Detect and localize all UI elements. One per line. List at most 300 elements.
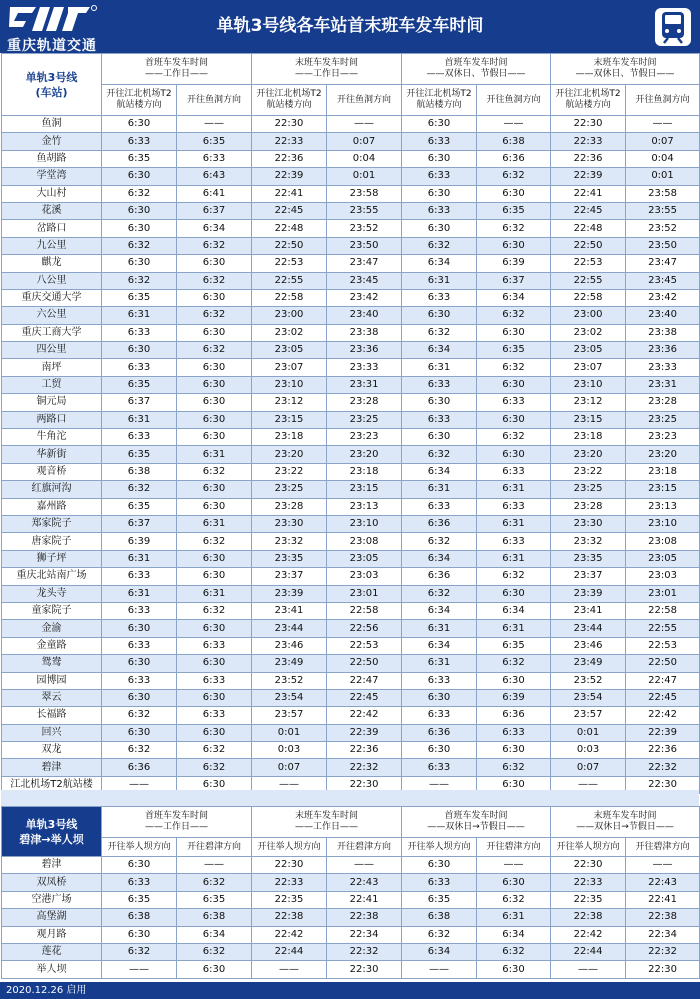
time-cell: 23:33 (626, 359, 700, 376)
time-cell: 6:30 (177, 324, 252, 341)
cqrt-logo (6, 3, 98, 54)
time-cell: 23:20 (626, 446, 700, 463)
time-cell: 6:32 (477, 307, 551, 324)
station-name: 麒龙 (2, 255, 102, 272)
time-cell: 6:30 (477, 874, 551, 891)
time-cell: 23:32 (252, 533, 327, 550)
direction-header-line: 航站楼方向 (266, 100, 312, 110)
time-cell: 22:30 (626, 776, 700, 793)
group-header-sub: ——双休日→节假日—— (427, 822, 525, 832)
table-row (2, 116, 700, 133)
table-row (2, 724, 700, 741)
schedule-table-extension (1, 806, 700, 979)
time-cell: 6:30 (177, 620, 252, 637)
time-cell: 22:33 (252, 133, 327, 150)
time-cell: 6:35 (102, 376, 177, 393)
time-cell: 23:03 (626, 568, 700, 585)
time-cell: 22:36 (626, 742, 700, 759)
time-cell: 6:30 (402, 307, 477, 324)
direction-header-jurenba: 开往举人坝方向 (102, 838, 177, 857)
time-cell: 22:38 (551, 909, 626, 926)
cqrt-logo-icon (6, 3, 98, 35)
time-cell: 6:33 (102, 672, 177, 689)
time-cell: 22:38 (327, 909, 402, 926)
time-cell: 6:32 (477, 655, 551, 672)
time-cell: 23:55 (327, 202, 402, 219)
time-cell: —— (477, 116, 551, 133)
time-cell: 0:01 (626, 168, 700, 185)
time-cell: 23:37 (551, 568, 626, 585)
group-header-sub: ——工作日—— (145, 69, 209, 79)
time-cell: 6:30 (177, 376, 252, 393)
station-name: 八公里 (2, 272, 102, 289)
direction-header-jurenba: 开往举人坝方向 (551, 838, 626, 857)
time-cell: 22:50 (327, 655, 402, 672)
direction-header-jurenba: 开往举人坝方向 (252, 838, 327, 857)
time-cell: 23:18 (551, 429, 626, 446)
time-cell: 6:39 (102, 533, 177, 550)
station-name: 重庆工商大学 (2, 324, 102, 341)
time-cell: 6:33 (102, 133, 177, 150)
time-cell: 6:34 (477, 602, 551, 619)
time-cell: —— (551, 776, 626, 793)
table-row (2, 909, 700, 926)
station-name: 大山村 (2, 185, 102, 202)
time-cell: 23:05 (252, 342, 327, 359)
time-cell: 6:32 (102, 272, 177, 289)
time-cell: 22:33 (252, 874, 327, 891)
time-cell: 23:23 (626, 429, 700, 446)
time-cell: 6:30 (177, 689, 252, 706)
direction-header-bijin: 开往碧津方向 (477, 838, 551, 857)
time-cell: 23:05 (626, 550, 700, 567)
time-cell: 6:32 (402, 585, 477, 602)
time-cell: 23:10 (626, 515, 700, 532)
group-header-sub: ——工作日—— (295, 822, 359, 832)
time-cell: 22:42 (551, 926, 626, 943)
direction-header-airport (402, 85, 477, 116)
direction-header-line: 开往江北机场T2 (106, 89, 172, 99)
time-cell: 23:41 (252, 602, 327, 619)
time-cell: 6:30 (177, 429, 252, 446)
time-cell: 22:30 (327, 961, 402, 978)
time-cell: 6:31 (402, 481, 477, 498)
time-cell: 0:03 (252, 742, 327, 759)
time-cell: 22:48 (252, 220, 327, 237)
time-cell: 23:02 (252, 324, 327, 341)
time-cell: 6:30 (177, 498, 252, 515)
page-header (0, 0, 700, 53)
group-header (402, 807, 551, 838)
time-cell: 6:32 (177, 874, 252, 891)
time-cell: 23:05 (551, 342, 626, 359)
time-cell: 23:30 (252, 515, 327, 532)
direction-header-line: 开往江北机场T2 (555, 89, 621, 99)
page-footer (0, 982, 700, 999)
time-cell: 23:30 (551, 515, 626, 532)
time-cell: 6:31 (402, 655, 477, 672)
time-cell: 22:42 (327, 707, 402, 724)
station-name: 红旗河沟 (2, 481, 102, 498)
time-cell: 6:33 (402, 289, 477, 306)
table-row (2, 202, 700, 219)
station-name: 双凤桥 (2, 874, 102, 891)
line-sub: (车站) (35, 85, 68, 99)
time-cell: 6:30 (477, 742, 551, 759)
time-cell: 23:54 (252, 689, 327, 706)
time-cell: 22:53 (626, 637, 700, 654)
table-row (2, 498, 700, 515)
station-name: 空港广场 (2, 891, 102, 908)
time-cell: 22:55 (551, 272, 626, 289)
time-cell: 23:40 (626, 307, 700, 324)
time-cell: 6:32 (477, 359, 551, 376)
group-header-title: 末班车发车时间 (295, 58, 359, 68)
time-cell: 6:30 (102, 168, 177, 185)
time-cell: 6:32 (477, 429, 551, 446)
time-cell: 6:31 (102, 307, 177, 324)
time-cell: 0:07 (252, 759, 327, 776)
time-cell: 6:33 (477, 463, 551, 480)
time-cell: 6:32 (177, 307, 252, 324)
time-cell: 23:44 (551, 620, 626, 637)
table-row (2, 515, 700, 532)
table-row (2, 411, 700, 428)
time-cell: 23:31 (626, 376, 700, 393)
time-cell: 22:50 (551, 237, 626, 254)
time-cell: 22:55 (252, 272, 327, 289)
time-cell: 6:33 (402, 168, 477, 185)
time-cell: 6:30 (177, 568, 252, 585)
time-cell: 6:32 (102, 481, 177, 498)
time-cell: 23:37 (252, 568, 327, 585)
time-cell: 22:47 (626, 672, 700, 689)
time-cell: 6:33 (102, 637, 177, 654)
time-cell: 23:46 (551, 637, 626, 654)
time-cell: 23:38 (626, 324, 700, 341)
time-cell: 0:07 (551, 759, 626, 776)
station-name: 六公里 (2, 307, 102, 324)
time-cell: 6:30 (402, 116, 477, 133)
time-cell: 6:30 (402, 857, 477, 874)
time-cell: 6:32 (402, 533, 477, 550)
time-cell: 6:30 (177, 724, 252, 741)
time-cell: 23:42 (626, 289, 700, 306)
time-cell: 6:33 (102, 429, 177, 446)
direction-header-airport (102, 85, 177, 116)
time-cell: 6:33 (402, 672, 477, 689)
time-cell: 6:32 (102, 237, 177, 254)
time-cell: 6:31 (477, 515, 551, 532)
time-cell: 22:48 (551, 220, 626, 237)
time-cell: 23:02 (551, 324, 626, 341)
time-cell: 6:33 (177, 150, 252, 167)
table-row (2, 463, 700, 480)
page-title: 单轨3号线各车站首末班车发车时间 (216, 16, 484, 36)
group-header-sub: ——双休日→节假日—— (576, 822, 674, 832)
time-cell: 6:34 (402, 602, 477, 619)
time-cell: 23:28 (327, 394, 402, 411)
time-cell: 23:39 (551, 585, 626, 602)
time-cell: 22:50 (252, 237, 327, 254)
time-cell: 22:43 (626, 874, 700, 891)
direction-header-line: 开往江北机场T2 (406, 89, 472, 99)
time-cell: 23:08 (327, 533, 402, 550)
group-header (252, 807, 402, 838)
station-name: 双龙 (2, 742, 102, 759)
time-cell: 6:31 (477, 909, 551, 926)
time-cell: 6:33 (102, 874, 177, 891)
time-cell: 23:50 (626, 237, 700, 254)
time-cell: 6:32 (402, 237, 477, 254)
time-cell: 6:34 (477, 289, 551, 306)
time-cell: 23:46 (252, 637, 327, 654)
time-cell: 22:32 (327, 943, 402, 960)
time-cell: 6:30 (402, 429, 477, 446)
time-cell: 22:34 (626, 926, 700, 943)
table-row (2, 857, 700, 874)
time-cell: 6:30 (477, 324, 551, 341)
time-cell: 23:45 (327, 272, 402, 289)
time-cell: 23:22 (252, 463, 327, 480)
table-row (2, 150, 700, 167)
time-cell: 6:33 (177, 637, 252, 654)
time-cell: 22:47 (327, 672, 402, 689)
direction-header-bijin: 开往碧津方向 (177, 838, 252, 857)
time-cell: 6:37 (102, 394, 177, 411)
time-cell: 23:01 (327, 585, 402, 602)
time-cell: 6:30 (102, 220, 177, 237)
time-cell: 6:30 (402, 742, 477, 759)
time-cell: 23:52 (252, 672, 327, 689)
time-cell: 23:28 (551, 498, 626, 515)
station-name: 两路口 (2, 411, 102, 428)
station-name: 长福路 (2, 707, 102, 724)
time-cell: 6:32 (477, 759, 551, 776)
table-row (2, 446, 700, 463)
direction-header-yudong: 开往鱼洞方向 (477, 85, 551, 116)
time-cell: 6:33 (402, 133, 477, 150)
time-cell: 6:32 (177, 237, 252, 254)
station-name: 四公里 (2, 342, 102, 359)
time-cell: —— (551, 961, 626, 978)
station-name: 高堡湖 (2, 909, 102, 926)
table-row (2, 359, 700, 376)
time-cell: 23:40 (327, 307, 402, 324)
station-name: 九公里 (2, 237, 102, 254)
table-row (2, 620, 700, 637)
group-header-title: 首班车发车时间 (444, 58, 508, 68)
time-cell: 6:31 (477, 550, 551, 567)
time-cell: 6:35 (402, 891, 477, 908)
table-row (2, 961, 700, 978)
time-cell: 22:44 (252, 943, 327, 960)
time-cell: 22:58 (626, 602, 700, 619)
time-cell: 6:30 (477, 961, 551, 978)
group-header-title: 首班车发车时间 (145, 58, 209, 68)
time-cell: 23:49 (252, 655, 327, 672)
time-cell: 23:07 (252, 359, 327, 376)
table-row (2, 707, 700, 724)
time-cell: 6:33 (102, 568, 177, 585)
time-cell: 23:39 (252, 585, 327, 602)
time-cell: 6:34 (177, 926, 252, 943)
time-cell: 6:32 (102, 707, 177, 724)
group-header (551, 807, 700, 838)
station-name: 铜元局 (2, 394, 102, 411)
time-cell: 6:37 (177, 202, 252, 219)
direction-header-line: 航站楼方向 (416, 100, 462, 110)
time-cell: 23:38 (327, 324, 402, 341)
table-row (2, 133, 700, 150)
time-cell: 22:32 (626, 759, 700, 776)
time-cell: 6:30 (102, 202, 177, 219)
time-cell: 22:36 (327, 742, 402, 759)
time-cell: 6:30 (477, 776, 551, 793)
time-cell: 6:32 (177, 742, 252, 759)
table-row (2, 602, 700, 619)
time-cell: 6:30 (177, 776, 252, 793)
time-cell: 22:53 (327, 637, 402, 654)
time-cell: —— (477, 857, 551, 874)
time-cell: 6:31 (402, 620, 477, 637)
time-cell: 23:12 (551, 394, 626, 411)
time-cell: 0:04 (626, 150, 700, 167)
time-cell: 22:35 (252, 891, 327, 908)
time-cell: 0:07 (626, 133, 700, 150)
time-cell: 22:58 (252, 289, 327, 306)
time-cell: 23:58 (327, 185, 402, 202)
time-cell: 23:47 (327, 255, 402, 272)
time-cell: 6:34 (177, 220, 252, 237)
time-cell: 23:52 (626, 220, 700, 237)
time-cell: —— (177, 857, 252, 874)
time-cell: 23:13 (626, 498, 700, 515)
time-cell: 6:35 (177, 891, 252, 908)
table-row (2, 429, 700, 446)
station-name: 鸳鸯 (2, 655, 102, 672)
table-row (2, 926, 700, 943)
time-cell: 23:15 (327, 481, 402, 498)
time-cell: 23:35 (551, 550, 626, 567)
time-cell: 6:30 (477, 185, 551, 202)
table-row (2, 342, 700, 359)
table-row (2, 168, 700, 185)
direction-header-yudong: 开往鱼洞方向 (177, 85, 252, 116)
time-cell: 22:32 (327, 759, 402, 776)
station-name: 华新街 (2, 446, 102, 463)
time-cell: 6:36 (102, 759, 177, 776)
time-cell: 6:33 (402, 759, 477, 776)
time-cell: —— (327, 116, 402, 133)
time-cell: 22:43 (327, 874, 402, 891)
time-cell: 6:33 (477, 533, 551, 550)
table-row (2, 742, 700, 759)
group-header-title: 末班车发车时间 (593, 811, 657, 821)
group-header-title: 末班车发车时间 (295, 811, 359, 821)
time-cell: 6:33 (177, 707, 252, 724)
table-row (2, 637, 700, 654)
table-row (2, 568, 700, 585)
schedule-table-main (1, 53, 700, 794)
time-cell: 6:34 (402, 550, 477, 567)
time-cell: 6:32 (177, 602, 252, 619)
line-label (2, 807, 102, 857)
time-cell: 6:32 (102, 943, 177, 960)
line-name: 单轨3号线 (25, 70, 78, 84)
time-cell: 6:38 (102, 909, 177, 926)
table-row (2, 533, 700, 550)
time-cell: 6:32 (102, 185, 177, 202)
station-name: 学堂湾 (2, 168, 102, 185)
time-cell: 6:33 (402, 874, 477, 891)
time-cell: 6:39 (477, 689, 551, 706)
time-cell: 6:33 (102, 602, 177, 619)
time-cell: 23:20 (551, 446, 626, 463)
time-cell: —— (327, 857, 402, 874)
time-cell: 6:33 (177, 672, 252, 689)
time-cell: 6:32 (177, 463, 252, 480)
train-icon (654, 7, 692, 47)
time-cell: 6:30 (177, 359, 252, 376)
time-cell: 6:30 (102, 620, 177, 637)
time-cell: 6:30 (177, 550, 252, 567)
time-cell: 23:25 (551, 481, 626, 498)
station-name: 金竹 (2, 133, 102, 150)
station-name: 唐家院子 (2, 533, 102, 550)
time-cell: 6:34 (402, 943, 477, 960)
time-cell: 6:32 (177, 342, 252, 359)
time-cell: 23:15 (252, 411, 327, 428)
section-divider (1, 790, 699, 806)
time-cell: 6:39 (477, 255, 551, 272)
table-row (2, 672, 700, 689)
time-cell: 23:28 (626, 394, 700, 411)
time-cell: 23:00 (551, 307, 626, 324)
table-row (2, 874, 700, 891)
table-row (2, 891, 700, 908)
time-cell: 23:20 (252, 446, 327, 463)
time-cell: 22:30 (252, 857, 327, 874)
table-row (2, 307, 700, 324)
time-cell: 6:30 (477, 376, 551, 393)
time-cell: 6:34 (477, 926, 551, 943)
time-cell: 6:36 (402, 515, 477, 532)
direction-header-yudong: 开往鱼洞方向 (626, 85, 700, 116)
time-cell: 22:45 (327, 689, 402, 706)
time-cell: 6:31 (477, 481, 551, 498)
station-name: 狮子坪 (2, 550, 102, 567)
time-cell: 23:45 (626, 272, 700, 289)
time-cell: 6:32 (477, 168, 551, 185)
time-cell: 6:32 (477, 891, 551, 908)
time-cell: 23:54 (551, 689, 626, 706)
table-row (2, 376, 700, 393)
time-cell: 23:00 (252, 307, 327, 324)
time-cell: 22:50 (626, 655, 700, 672)
time-cell: 6:32 (402, 926, 477, 943)
time-cell: 6:38 (477, 133, 551, 150)
time-cell: 6:30 (477, 411, 551, 428)
table-row (2, 585, 700, 602)
time-cell: 22:53 (551, 255, 626, 272)
time-cell: 0:01 (551, 724, 626, 741)
time-cell: 6:34 (402, 255, 477, 272)
line-sub: 碧津→举人坝 (19, 832, 84, 846)
time-cell: 23:15 (626, 481, 700, 498)
time-cell: 22:41 (551, 185, 626, 202)
time-cell: 6:32 (477, 568, 551, 585)
